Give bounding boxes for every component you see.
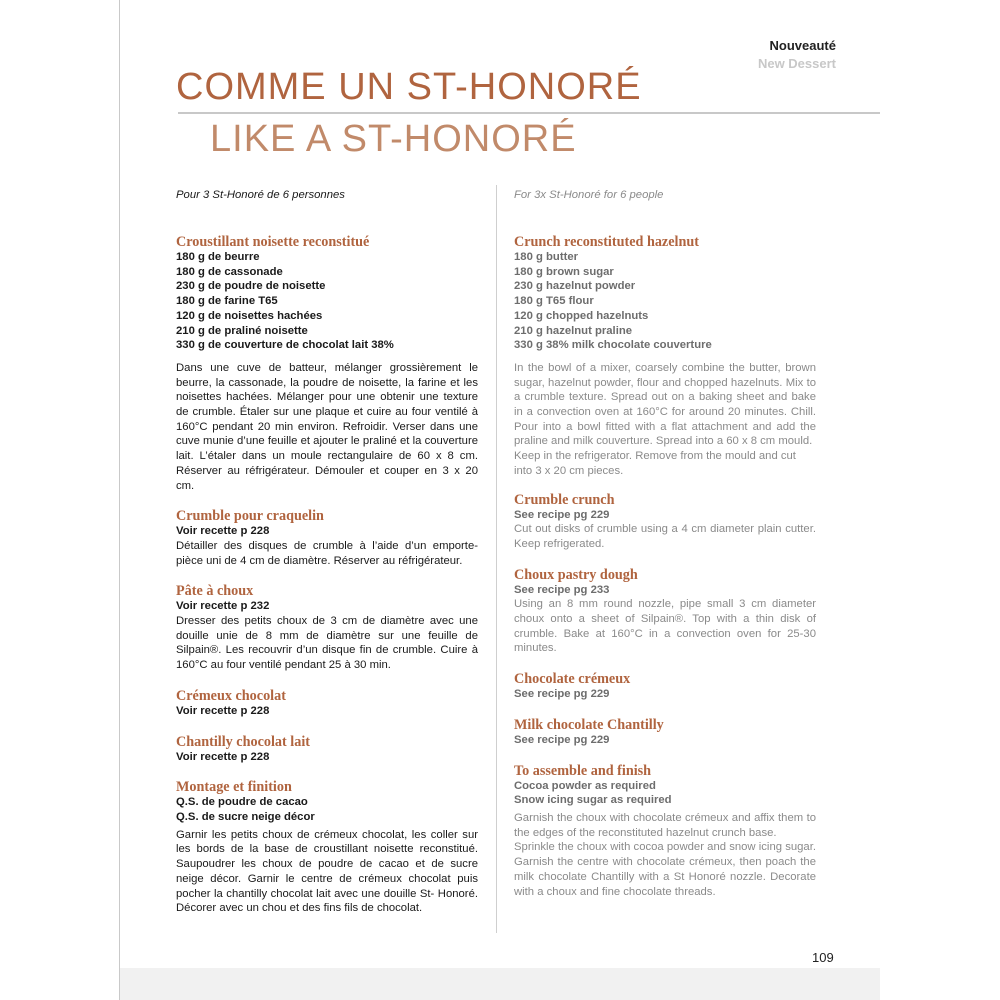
column-divider [496,185,497,933]
section-title: Crumble pour craquelin [176,508,324,525]
section-title: Pâte à choux [176,583,254,600]
recipe-reference: See recipe pg 229 [514,688,610,701]
ingredient: Snow icing sugar as required [514,794,672,807]
ingredient: 230 g de poudre de noisette [176,280,326,293]
recipe-reference: Voir recette p 228 [176,750,270,763]
ingredient: 330 g de couverture de chocolat lait 38% [176,339,394,352]
section-cremeux [176,688,478,719]
section-title: Chocolate crémeux [514,671,631,688]
method-text: Sprinkle the choux with cocoa powder and snow icing sugar. Garnish the centre with chocolate crémeux, then poach the milk chocolate Chantilly with a St Honoré nozzle. Decorate with a choux and fine chocolate threads. [514,841,816,898]
section-cremeux [514,671,816,702]
ingredient: 180 g de beurre [176,251,260,263]
ingredient: 210 g hazelnut praline [514,324,633,337]
method-text: In the bowl of a mixer, coarsely combine the butter, brown sugar, hazelnut powder, flour and chopped hazelnuts. Mix to a crumble texture. Spread out on a baking sheet and bake in a convection oven at 160°C for around 20 minutes. Chill. Pour into a bowl fitted with a flat attachment and add the praline and milk couverture. Spread into a 60 x 8 cm mould. [514,361,816,448]
section-crumble [176,508,478,568]
section-choux [514,567,816,657]
section-montage [176,779,478,916]
section-title: Chantilly chocolat lait [176,733,310,750]
ingredient: 180 g butter [514,251,579,263]
page-bottom-shade [120,968,880,1000]
ingredient: Cocoa powder as required [514,779,656,792]
section-title: Croustillant noisette reconstitué [176,234,370,250]
ingredient: 180 g T65 flour [514,295,594,308]
recipe-reference: See recipe pg 229 [514,508,610,521]
ingredient: 180 g de cassonade [176,265,283,278]
section-title: Crumble crunch [514,491,615,508]
servings-intro: For 3x St-Honoré for 6 people [514,189,664,201]
recipe-reference: Voir recette p 228 [176,704,270,717]
section-crumble [514,492,816,552]
recipe-reference: Voir recette p 232 [176,600,270,613]
title-rule [178,112,880,114]
section-title: Crémeux chocolat [176,687,286,704]
method-text: Dresser des petits choux de 3 cm de diamètre avec une douille unie de 8 mm de diamètre sur une feuille de Silpain®. Les recouvrir d’un disque fin de crumble. Cuire à 160°C au four ventilé pendant 25 à 30 min. [176,615,478,672]
section-choux [176,583,478,673]
ingredient: 120 g chopped hazelnuts [514,309,649,322]
ingredient: Q.S. de sucre neige décor [176,810,315,823]
page-edge [119,0,120,1000]
recipe-reference: See recipe pg 229 [514,733,610,746]
scan-margin [0,0,120,1000]
section-croustillant [176,234,478,493]
category-label-en: New Dessert [757,56,836,71]
section-montage [514,763,816,900]
ingredient: 120 g de noisettes hachées [176,309,323,322]
method-text: Garnish the choux with chocolate crémeux and affix them to the edges of the reconstituted hazelnut crunch base. [514,811,816,839]
recipe-reference: See recipe pg 233 [514,583,610,596]
section-croustillant [514,234,816,479]
page-title-fr: COMME UN ST-HONORÉ [176,66,642,108]
page-number: 109 [812,950,834,965]
ingredient: 230 g hazelnut powder [514,280,636,293]
ingredient: 330 g 38% milk chocolate couverture [514,339,712,352]
section-chantilly [176,734,478,765]
section-chantilly [514,717,816,748]
ingredient: 180 g brown sugar [514,265,614,278]
ingredient: 180 g de farine T65 [176,295,278,308]
section-title: Milk chocolate Chantilly [514,716,664,733]
method-text: Détailler des disques de crumble à l’aide d’un emporte-pièce uni de 4 cm de diamètre. Réserver au réfrigérateur. [176,539,478,567]
section-title: Choux pastry dough [514,566,638,583]
recipe-reference: Voir recette p 228 [176,525,270,538]
servings-intro: Pour 3 St-Honoré de 6 personnes [176,189,345,201]
method-text: Using an 8 mm round nozzle, pipe small 3 cm diameter choux onto a sheet of Silpain®. Top with a thin disk of crumble. Bake at 160°C in a convection oven for 25-30 minutes. [514,598,816,655]
ingredient: Q.S. de poudre de cacao [176,796,308,809]
section-title: To assemble and finish [514,762,652,779]
section-title: Crunch reconstituted hazelnut [514,234,699,250]
ingredient: 210 g de praliné noisette [176,324,308,337]
section-title: Montage et finition [176,779,292,796]
category-label: Nouveauté [769,38,836,53]
french-column [176,188,478,916]
method-text: Keep in the refrigerator. Remove from the mould and cut into 3 x 20 cm pieces. [514,450,796,477]
method-text: Dans une cuve de batteur, mélanger grossièrement le beurre, la cassonade, la poudre de noisette, la farine et les noisettes hachées. Mélanger pour une obtenir une texture de crumble. Étaler sur une plaque et cuire au four ventilé à 160°C pendant 20 min environ. Refroidir. Verser dans une cuve munie d’une feuille et ajouter le praliné et la couverture lait. L’étaler dans un moule rectangulaire de 60 x 8 cm. Réserver au réfrigérateur. Démouler et couper en 3 x 20 cm. [176,361,478,492]
page-title-en: LIKE A ST-HONORÉ [210,118,577,160]
english-column [514,188,816,899]
method-text: Garnir les petits choux de crémeux chocolat, les coller sur les bords de la base de croustillant noisette reconstitué. Saupoudrer les choux de poudre de cacao et de sucre neige décor. Garnir le centre de crémeux chocolat puis pocher la chantilly chocolat lait avec une douille St- Honoré. Décorer avec un chou et des fins fils de chocolat. [176,828,478,915]
method-text: Cut out disks of crumble using a 4 cm diameter plain cutter. Keep refrigerated. [514,523,816,550]
